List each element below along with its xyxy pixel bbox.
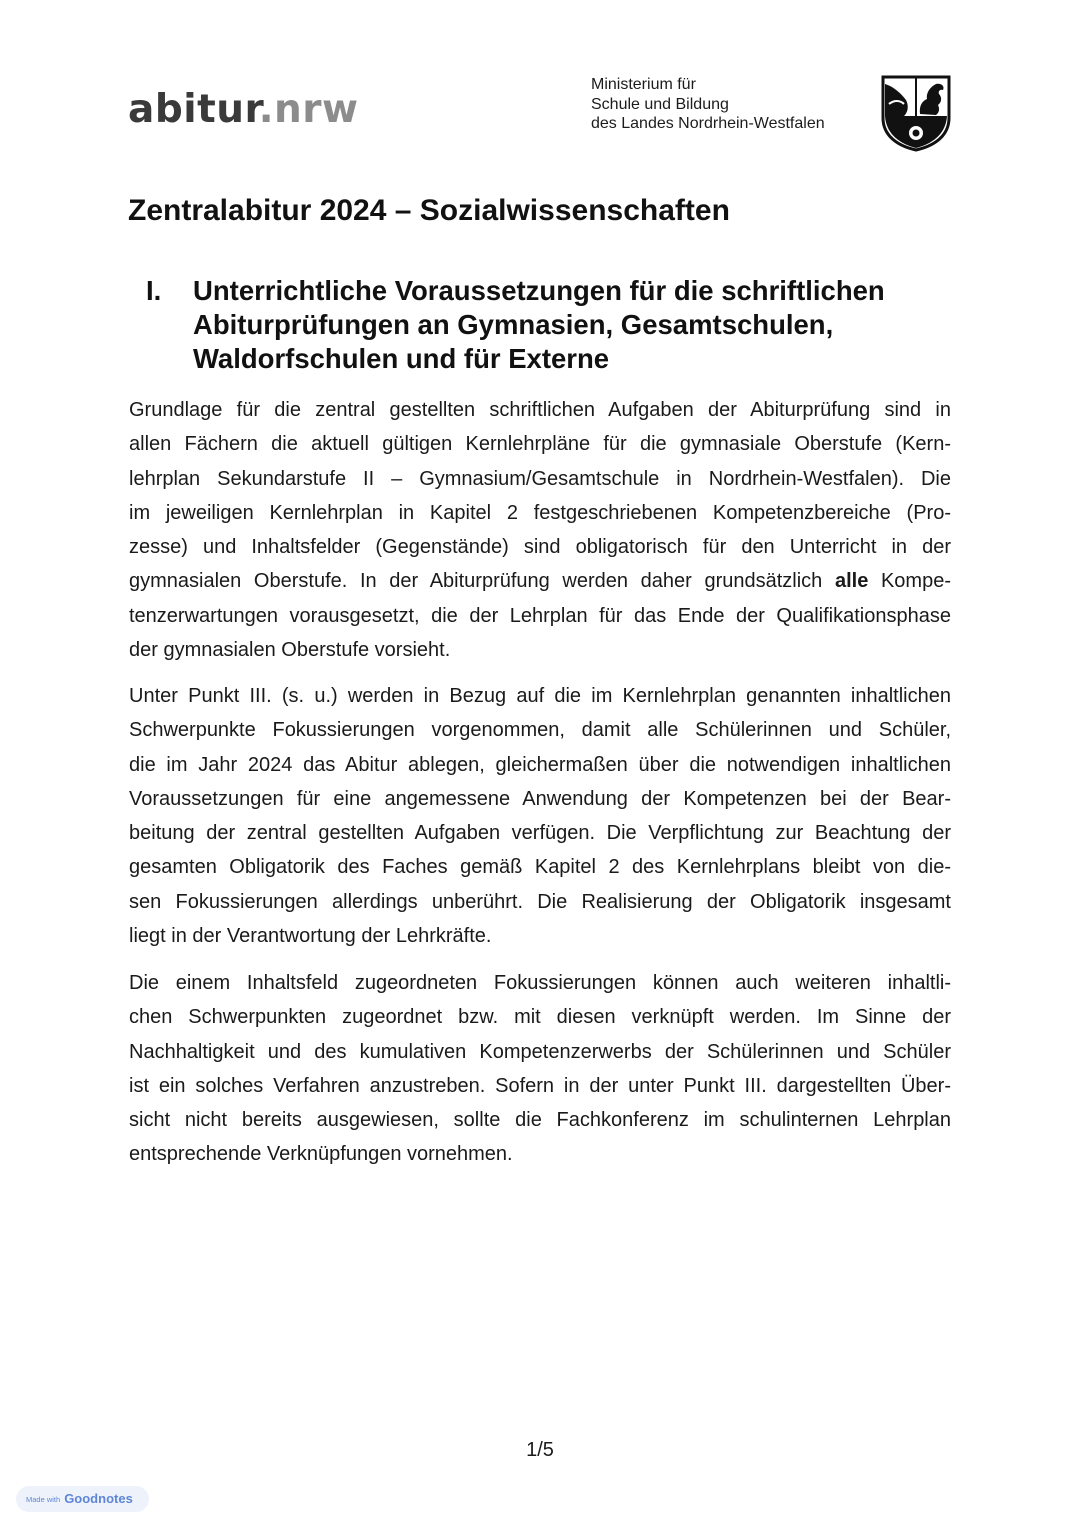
goodnotes-badge [16, 1486, 149, 1512]
paragraph-line: Grundlage für die zentral gestellten schriftlichen Aufgaben der Abiturprüfung sind in [129, 399, 951, 421]
nrw-coat-of-arms-icon [880, 74, 952, 152]
paragraph-line: der gymnasialen Oberstufe vorsieht. [129, 639, 451, 662]
paragraph-line: allen Fächern die aktuell gültigen Kernlehrpläne für die gymnasiale Oberstufe (Kern- [129, 433, 951, 456]
paragraph-line: Schwerpunkte Fokussierungen vorgenommen, damit alle Schülerinnen und Schüler, [129, 719, 951, 742]
paragraph-basis [129, 393, 951, 667]
emphasis-alle: alle [834, 570, 869, 593]
paragraph-line: Nachhaltigkeit und des kumulativen Kompetenzerwerbs der Schülerinnen und Schüler [129, 1040, 951, 1063]
document-title: Zentralabitur 2024 – Sozialwissenschaften [128, 194, 730, 227]
section-number: I. [146, 275, 162, 306]
paragraph-focus [129, 679, 951, 953]
paragraph-line: zesse) und Inhaltsfelder (Gegenstände) sind obligatorisch für den Unterricht in der [129, 536, 951, 559]
paragraph-linking [129, 966, 951, 1172]
ministry-name [591, 75, 825, 134]
paragraph-line: Unter Punkt III. (s. u.) werden in Bezug auf die im Kernlehrplan genannten inhaltlichen [129, 685, 951, 707]
paragraph-line [129, 564, 951, 598]
paragraph-line: ist ein solches Verfahren anzustreben. Sofern in der unter Punkt III. dargestellten Über- [129, 1074, 951, 1097]
line-text: Kompe- [868, 570, 951, 593]
paragraph-line: sen Fokussierungen allerdings unberührt. Die Realisierung der Obligatorik insgesamt [129, 890, 951, 913]
abitur-nrw-logo [128, 84, 359, 136]
section-title-line: Waldorfschulen und für Externe [193, 343, 610, 374]
badge-brand: Goodnotes [64, 1491, 133, 1506]
paragraph-line: tenzerwartungen vorausgesetzt, die der Lehrplan für das Ende der Qualifikationsphase [129, 604, 951, 627]
paragraph-line: liegt in der Verantwortung der Lehrkräfte. [129, 925, 492, 948]
ministry-line: des Landes Nordrhein-Westfalen [591, 115, 825, 132]
paragraph-line: entsprechende Verknüpfungen vornehmen. [129, 1143, 513, 1166]
badge-prefix: Made with [26, 1495, 61, 1504]
line-text: gymnasialen Oberstufe. In der Abiturprüfung werden daher grundsätzlich [129, 570, 835, 593]
paragraph-line: Voraussetzungen für eine angemessene Anwendung der Kompetenzen bei der Bear- [129, 787, 951, 810]
page-number: 1/5 [526, 1439, 554, 1461]
paragraph-line: sicht nicht bereits ausgewiesen, sollte die Fachkonferenz im schulinternen Lehrplan [129, 1109, 951, 1132]
paragraph-line: im jeweiligen Kernlehrplan in Kapitel 2 festgeschriebenen Kompetenzbereiche (Pro- [129, 501, 951, 524]
logo-suffix-text: .nrw [258, 87, 359, 132]
paragraph-line: chen Schwerpunkten zugeordnet bzw. mit diesen verknüpft werden. Im Sinne der [129, 1006, 951, 1029]
section-title [193, 274, 963, 376]
ministry-line: Ministerium für [591, 76, 696, 93]
ministry-line: Schule und Bildung [591, 95, 729, 113]
logo-main-text: abitur [128, 87, 259, 132]
section-title-line: Abiturprüfungen an Gymnasien, Gesamtschulen, [193, 309, 834, 340]
paragraph-line: beitung der zentral gestellten Aufgaben verfügen. Die Verpflichtung zur Beachtung der [129, 822, 951, 845]
paragraph-line: lehrplan Sekundarstufe II – Gymnasium/Gesamtschule in Nordrhein-Westfalen). Die [129, 467, 951, 490]
paragraph-line: Die einem Inhaltsfeld zugeordneten Fokussierungen können auch weiteren inhaltli- [129, 972, 951, 994]
paragraph-line: gesamten Obligatorik des Faches gemäß Kapitel 2 des Kernlehrplans bleibt von die- [129, 856, 951, 879]
paragraph-line: die im Jahr 2024 das Abitur ablegen, gleichermaßen über die notwendigen inhaltlichen [129, 753, 951, 776]
section-title-line: Unterrichtliche Voraussetzungen für die schriftlichen [193, 275, 885, 306]
